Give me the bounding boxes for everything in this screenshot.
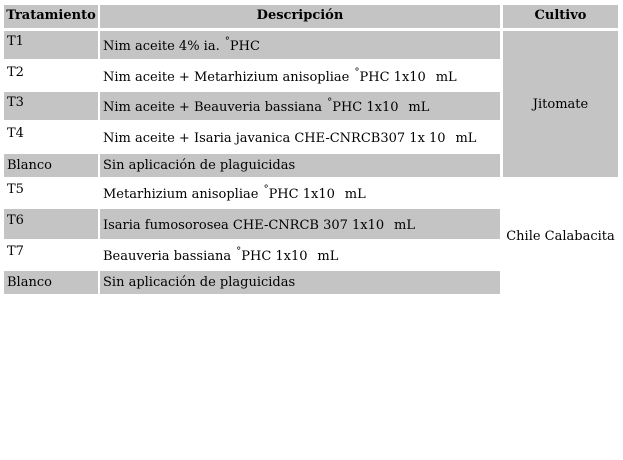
descripcion-text: Isaria fumosorosea CHE-CNRCB 307 1x10 [103, 218, 385, 233]
descripcion-cell [100, 179, 500, 207]
unit-text: mL [340, 187, 366, 202]
cultivo-cell-jitomate [503, 31, 618, 177]
tratamiento-label: T5 [7, 182, 24, 197]
descripcion-text: Nim aceite + Isaria javanica CHE-CNRCB307 1x 10 [103, 131, 446, 146]
concentration-text: 1x10 [298, 187, 335, 202]
tratamiento-cell [4, 241, 98, 269]
phc-label: PHC [229, 39, 260, 54]
tratamiento-cell [4, 92, 98, 120]
tratamiento-cell [4, 122, 98, 152]
descripcion-cell [100, 271, 500, 294]
descripcion-cell [100, 154, 500, 177]
descripcion-cell [100, 61, 500, 90]
phc-label: PHC [332, 100, 363, 115]
cultivo-label: Chile Calabacita [506, 229, 615, 244]
descripcion-cell [100, 31, 500, 59]
unit-text: mL [404, 100, 430, 115]
cultivo-label: Jitomate [532, 96, 589, 112]
descripcion-text: Metarhizium anisopliae [103, 187, 263, 202]
tratamiento-label: T6 [7, 213, 24, 228]
concentration-text: 1x10 [362, 100, 399, 115]
tratamiento-label: T3 [7, 95, 24, 110]
degree-mark: ° [236, 246, 242, 257]
tratamiento-cell [4, 154, 98, 177]
tratamiento-label: Blanco [7, 158, 52, 173]
descripcion-cell [100, 92, 500, 120]
phc-label: PHC [268, 187, 299, 202]
tratamiento-cell [4, 271, 98, 294]
phc-label: PHC [359, 70, 390, 85]
descripcion-text: Nim aceite + Metarhizium anisopliae [103, 70, 354, 85]
degree-mark: ° [224, 36, 230, 47]
tratamiento-label: Blanco [7, 275, 52, 290]
concentration-text: 1x10 [271, 249, 308, 264]
header-tratamiento: Tratamiento [4, 5, 98, 28]
cultivo-cell-chile-calabacita [503, 179, 618, 294]
unit-text: mL [313, 249, 339, 264]
descripcion-text: Sin aplicación de plaguicidas [103, 158, 296, 173]
tratamiento-label: T7 [7, 244, 24, 259]
descripcion-text: Sin aplicación de plaguicidas [103, 275, 296, 290]
tratamiento-label: T2 [7, 65, 24, 80]
degree-mark: ° [354, 67, 360, 78]
unit-text: mL [431, 70, 457, 85]
tratamiento-label: T4 [7, 126, 24, 141]
header-cultivo: Cultivo [503, 5, 618, 28]
tratamiento-cell [4, 209, 98, 239]
descripcion-cell [100, 122, 500, 152]
tratamiento-cell [4, 61, 98, 90]
degree-mark: ° [263, 184, 269, 195]
descripcion-text: Nim aceite + Beauveria bassiana [103, 100, 327, 115]
tratamiento-label: T1 [7, 34, 24, 49]
concentration-text: 1x10 [389, 70, 426, 85]
header-descripcion: Descripción [100, 5, 500, 28]
tratamiento-cell [4, 31, 98, 59]
descripcion-cell [100, 241, 500, 269]
tratamiento-cell [4, 179, 98, 207]
descripcion-text: Nim aceite 4% ia. [103, 39, 224, 54]
descripcion-text: Beauveria bassiana [103, 249, 236, 264]
phc-label: PHC [241, 249, 272, 264]
unit-text: mL [451, 131, 477, 146]
descripcion-cell [100, 209, 500, 239]
unit-text: mL [389, 218, 416, 233]
degree-mark: ° [327, 97, 333, 108]
